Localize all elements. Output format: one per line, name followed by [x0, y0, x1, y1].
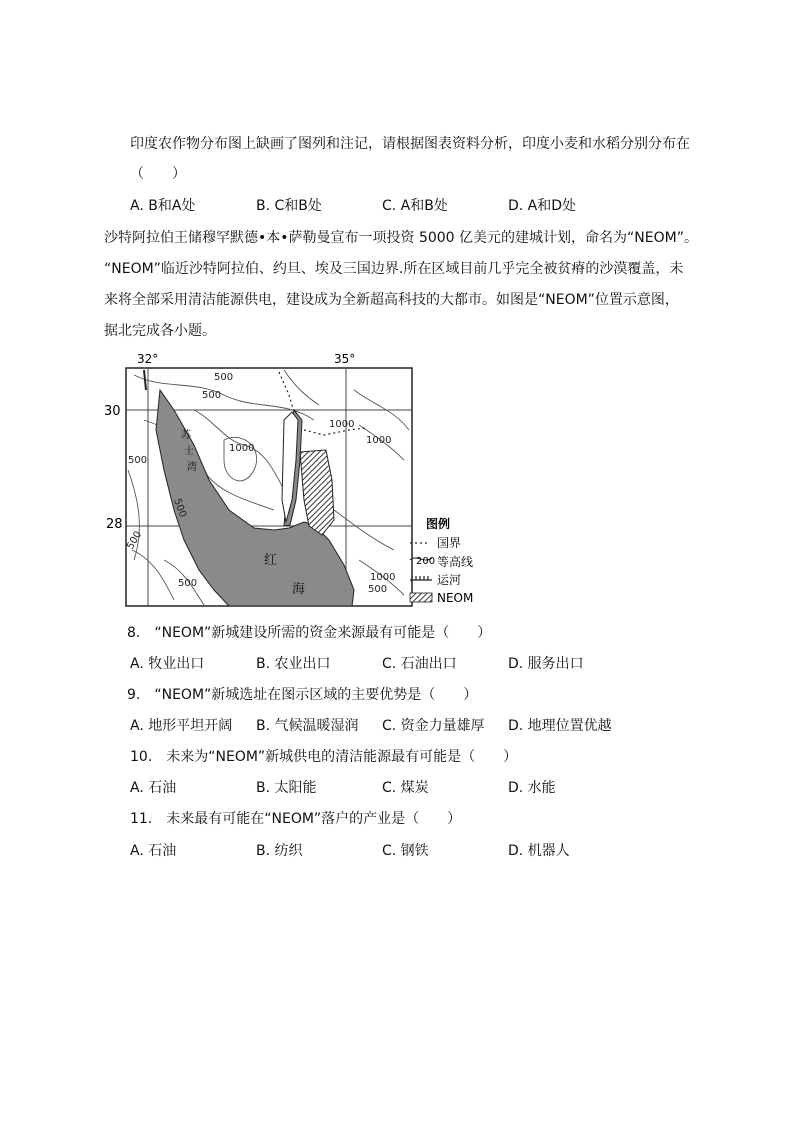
option-b: B. 太阳能: [256, 780, 317, 796]
option-c: C. 石油出口: [382, 656, 457, 672]
map-legend: [410, 516, 473, 605]
legend-neom-symbol: [410, 593, 432, 602]
longitude-label: 32°: [137, 352, 159, 366]
question-10-stem: 10. 未来为“NEOM”新城供电的清洁能源最有可能是（ ）: [130, 749, 518, 765]
contour-label: 500: [171, 497, 189, 519]
option-b: B. 农业出口: [256, 656, 331, 672]
option-a: A. B和A处: [130, 198, 196, 214]
option-a: A. 牧业出口: [130, 656, 205, 672]
legend-label: NEOM: [437, 591, 474, 605]
place-label-suez: 湾: [187, 462, 197, 473]
legend-contour-value: 200: [416, 556, 436, 567]
legend-canal-symbol: [410, 576, 432, 580]
option-d: D. 服务出口: [508, 656, 584, 672]
passage-line: 据北完成各小题。: [104, 323, 216, 339]
option-c: C. 钢铁: [382, 843, 429, 859]
option-d: D. 机器人: [508, 843, 570, 859]
legend-label: 等高线: [437, 555, 474, 569]
option-c: C. 资金力量雄厚: [382, 718, 485, 734]
option-a: A. 石油: [130, 843, 177, 859]
latitude-label: 28: [106, 517, 123, 532]
intro-question-text: 印度农作物分布图上缺画了图列和注记，请根据图表资料分析，印度小麦和水稻分别分布在: [130, 136, 690, 152]
passage-line: “NEOM”临近沙特阿拉伯、约旦、埃及三国边界.所在区域目前几乎完全被贫瘠的沙漠覆盖，未: [104, 261, 684, 277]
option-a: A. 地形平坦开阔: [130, 718, 233, 734]
contour-label: 1000: [366, 435, 392, 446]
option-c: C. A和B处: [382, 198, 448, 214]
option-b: B. C和B处: [256, 198, 322, 214]
place-label-sea: 海: [292, 582, 306, 597]
question-9-stem: 9. “NEOM”新城选址在图示区域的主要优势是（ ）: [127, 687, 478, 703]
contour-label: 500: [128, 455, 148, 466]
option-c: C. 煤炭: [382, 780, 429, 796]
contour-label: 500: [368, 584, 388, 595]
longitude-label: 35°: [334, 352, 356, 366]
place-label-suez: 苏: [181, 430, 191, 441]
option-b: B. 纺织: [256, 843, 303, 859]
passage-line: 沙特阿拉伯王储穆罕默德•本•萨勒曼宣布一项投资 5000 亿美元的建城计划，命名为“NEOM”。: [104, 230, 698, 246]
intro-answer-blank: （ ）: [130, 166, 186, 182]
option-d: D. 地理位置优越: [508, 718, 612, 734]
option-d: D. A和D处: [508, 198, 577, 214]
legend-title: 图例: [426, 517, 451, 531]
legend-label: 国界: [437, 536, 462, 550]
contour-label: 500: [202, 390, 222, 401]
contour-label: 1000: [370, 572, 396, 583]
contour-label: 500: [125, 529, 145, 552]
option-b: B. 气候温暖湿润: [256, 718, 359, 734]
place-label-suez: 士: [184, 446, 194, 457]
contour-label: 500: [178, 578, 198, 589]
neom-location-map: [104, 350, 504, 612]
option-a: A. 石油: [130, 780, 177, 796]
passage-line: 来将全部采用清洁能源供电，建设成为全新超高科技的大都市。如图是“NEOM”位置示意图，: [104, 292, 679, 308]
contour-label: 500: [214, 372, 234, 383]
contour-label: 1000: [229, 443, 255, 454]
latitude-label: 30: [104, 404, 121, 419]
option-d: D. 水能: [508, 780, 556, 796]
question-11-stem: 11. 未来最有可能在“NEOM”落户的产业是（ ）: [130, 811, 462, 827]
legend-label: 运河: [437, 573, 462, 587]
question-8-stem: 8. “NEOM”新城建设所需的资金来源最有可能是（ ）: [127, 625, 492, 641]
contour-label: 1000: [329, 419, 355, 430]
place-label-red: 红: [264, 553, 278, 568]
